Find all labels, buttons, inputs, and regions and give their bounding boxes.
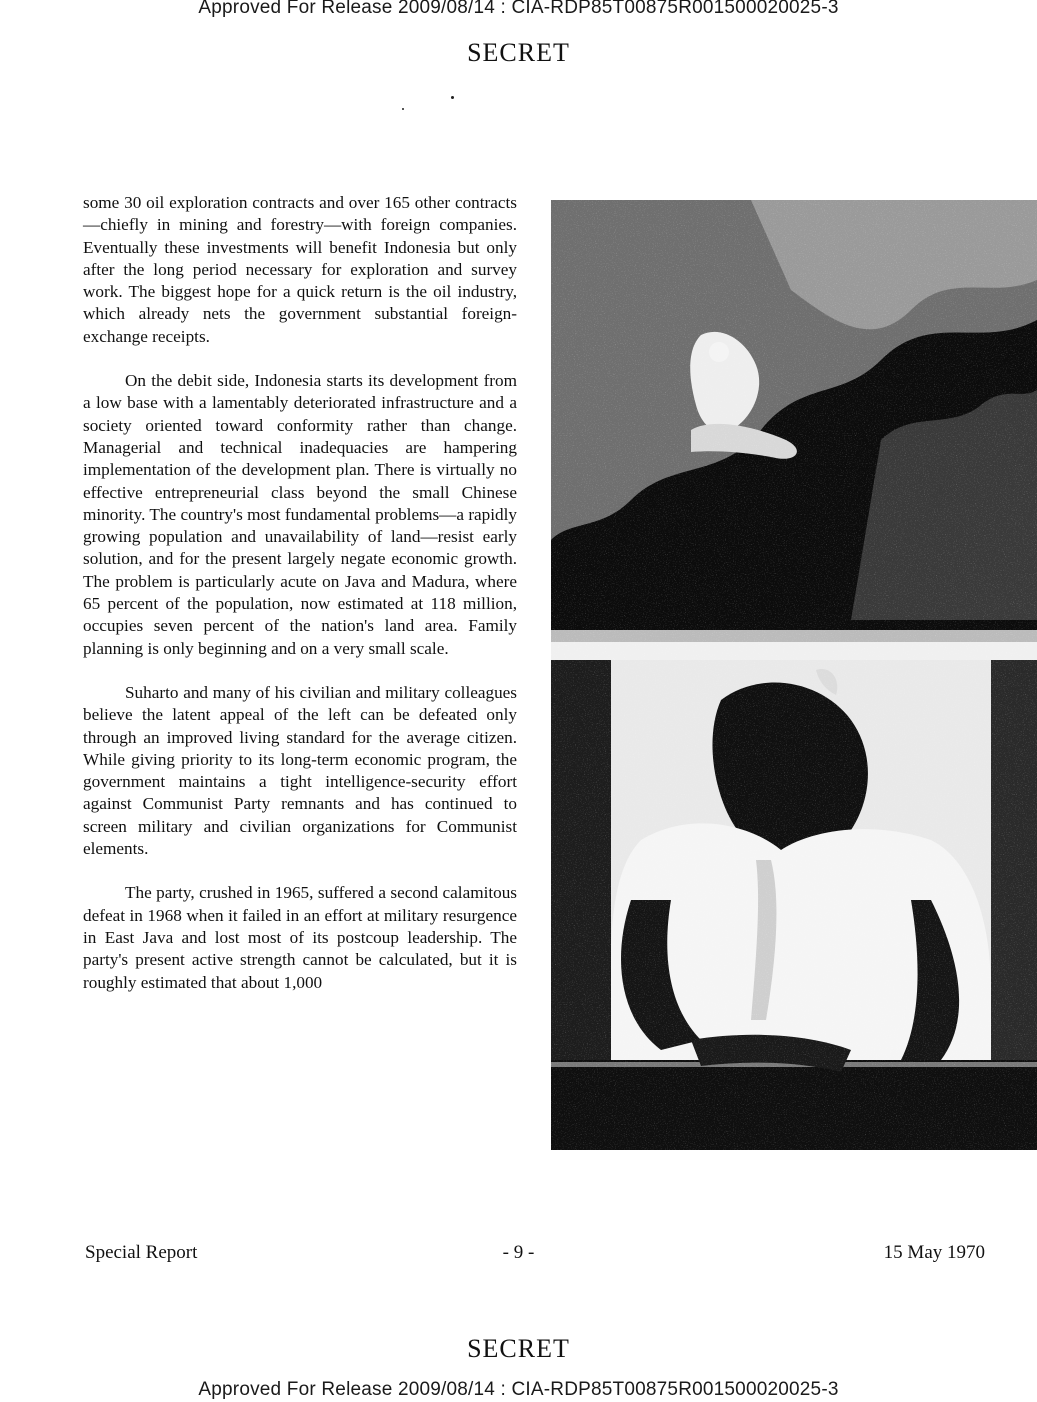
paragraph-debit-side: On the debit side, Indonesia starts its development from a low base with a lamentably deteriorated infrastructure and a society oriented toward conformity rather than change. Managerial and technical inadequacies are hampering implementation of the development plan. There is virtually no effective entrepreneurial class beyond the small Chinese minority. The country's most fundamental problems—a rapidly growing population and unavailability of land—resist early solution, and for the present largely negate economic growth. The problem is particularly acute on Java and Madura, where 65 percent of the population, now estimated at 118 million, occupies seven percent of the nation's land area. Family planning is only beginning and on a very small scale.: [83, 371, 517, 658]
classification-marking-top: SECRET: [467, 38, 570, 67]
paragraph-party: The party, crushed in 1965, suffered a second calamitous defeat in 1968 when it failed in an effort at military resurgence in East Java and lost most of its postcoup leadership. The party's present active strength cannot be calculated, but it is roughly estimated that about 1,000: [83, 883, 517, 992]
scan-speck: [402, 108, 404, 110]
article-body: [83, 192, 517, 1016]
scan-speck: [451, 96, 454, 99]
paragraph-continuation: some 30 oil exploration contracts and over 165 other contracts—chiefly in mining and forestry—with foreign companies. Eventually these investments will benefit Indonesia but only after the long period necessary for exploration and survey work. The biggest hope for a quick return is the oil industry, which already nets the government substantial foreign-exchange receipts.: [83, 193, 517, 346]
page-number: - 9 -: [502, 1242, 535, 1263]
release-stamp-top: Approved For Release 2009/08/14 : CIA-RDP85T00875R001500020025-3: [198, 0, 839, 18]
photograph: [551, 200, 1037, 1150]
release-stamp-bottom: Approved For Release 2009/08/14 : CIA-RDP85T00875R001500020025-3: [198, 1379, 839, 1400]
report-name: Special Report: [85, 1242, 198, 1263]
paragraph-suharto: Suharto and many of his civilian and military colleagues believe the latent appeal of the left can be defeated only through an improved living standard for the average citizen. While giving priority to its long-term economic program, the government maintains a tight intelligence-security effort against Communist Party remnants and has continued to screen military and civilian organizations for Communist elements.: [83, 682, 517, 859]
photograph-image: [551, 200, 1037, 1150]
classification-marking-bottom: SECRET: [467, 1334, 570, 1363]
report-date: 15 May 1970: [883, 1242, 985, 1263]
